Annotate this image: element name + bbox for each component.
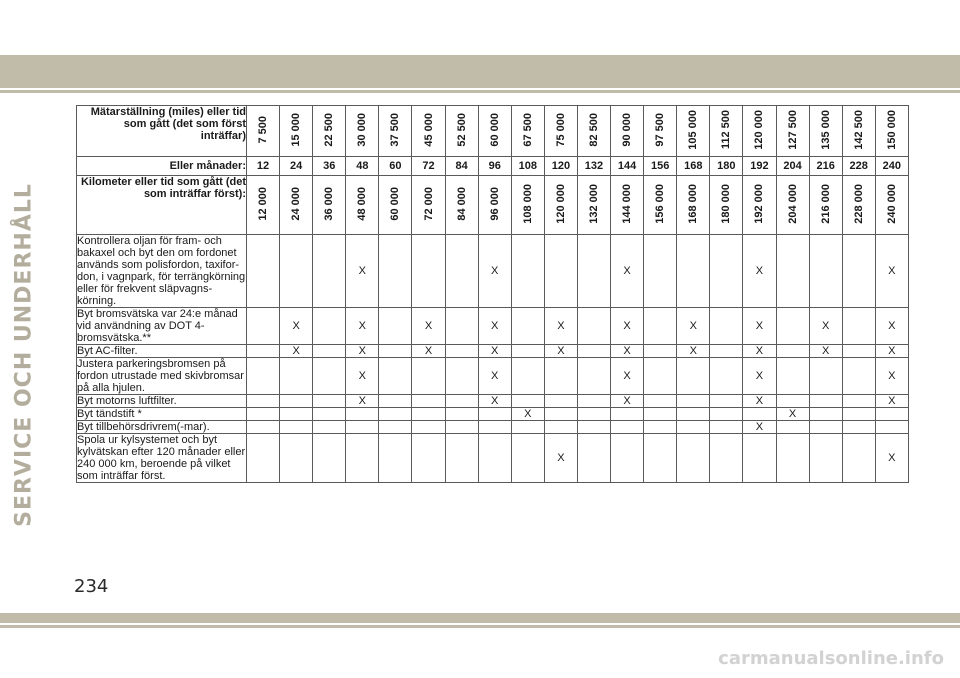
service-cell	[677, 395, 710, 408]
service-description: Spola ur kylsystemet och byt kylvätskan efter 120 månader eller 240 000 km, beroende på vilket som inträffar först.	[77, 434, 246, 482]
service-mark: X	[611, 395, 644, 408]
service-cell	[710, 408, 743, 421]
service-cell	[313, 395, 346, 408]
service-cell	[644, 434, 677, 483]
miles-cell	[313, 106, 346, 157]
km-cell	[644, 176, 677, 235]
service-row	[77, 308, 909, 345]
service-cell	[644, 395, 677, 408]
service-cell	[445, 345, 478, 358]
months-value: 144	[611, 157, 644, 176]
miles-header: Mätarställning (miles) eller tid som gått (det som först inträffar)	[77, 106, 247, 157]
service-mark: X	[611, 235, 644, 308]
km-cell	[743, 176, 776, 235]
service-cell	[280, 408, 313, 421]
service-cell	[445, 358, 478, 395]
service-mark: X	[611, 345, 644, 358]
service-cell	[743, 434, 776, 483]
km-cell	[280, 176, 313, 235]
months-value: 108	[511, 157, 544, 176]
service-cell	[710, 395, 743, 408]
service-row	[77, 235, 909, 308]
service-cell	[544, 408, 577, 421]
service-cell	[544, 235, 577, 308]
months-value: 156	[644, 157, 677, 176]
service-row	[77, 395, 909, 408]
service-cell	[677, 408, 710, 421]
service-cell	[842, 235, 875, 308]
service-mark: X	[478, 395, 511, 408]
km-cell	[776, 176, 809, 235]
service-cell	[247, 408, 280, 421]
km-value: 24 000	[290, 186, 303, 221]
service-row	[77, 408, 909, 421]
miles-value: 75 000	[554, 112, 567, 147]
service-description: Byt tändstift *	[77, 408, 247, 421]
service-mark: X	[280, 308, 313, 345]
service-cell	[710, 421, 743, 434]
miles-cell	[346, 106, 379, 157]
service-cell	[511, 358, 544, 395]
km-value: 180 000	[720, 183, 733, 224]
service-cell	[842, 345, 875, 358]
service-cell	[577, 408, 610, 421]
service-cell	[346, 434, 379, 483]
months-value: 36	[313, 157, 346, 176]
service-cell	[677, 421, 710, 434]
miles-cell	[280, 106, 313, 157]
service-cell	[247, 395, 280, 408]
months-value: 192	[743, 157, 776, 176]
service-mark: X	[412, 345, 445, 358]
km-cell	[842, 176, 875, 235]
service-mark: X	[875, 308, 908, 345]
service-cell	[776, 421, 809, 434]
km-cell	[379, 176, 412, 235]
miles-value: 37 500	[389, 112, 402, 147]
service-description: Kontrollera oljan för fram- och bakaxel och byt den om fordonet används som polisfordon, taxifordon, i vagnpark, för terrängkörning eller för frekvent släpvagnskörning.	[77, 235, 246, 307]
service-cell	[412, 434, 445, 483]
miles-cell	[842, 106, 875, 157]
service-mark: X	[809, 308, 842, 345]
km-header: Kilometer eller tid som gått (det som inträffar först):	[77, 176, 247, 235]
km-cell	[346, 176, 379, 235]
km-value: 84 000	[455, 186, 468, 221]
km-cell	[544, 176, 577, 235]
service-mark: X	[677, 345, 710, 358]
service-cell	[577, 395, 610, 408]
service-cell	[842, 308, 875, 345]
footer-band	[0, 613, 960, 623]
service-cell	[445, 308, 478, 345]
service-cell	[710, 434, 743, 483]
service-cell	[842, 434, 875, 483]
service-description: Byt motorns luftfilter.	[77, 395, 247, 408]
service-cell	[809, 421, 842, 434]
miles-value: 150 000	[885, 109, 898, 150]
km-value: 144 000	[621, 183, 634, 224]
months-row	[77, 157, 909, 176]
service-cell	[412, 235, 445, 308]
miles-value: 7 500	[257, 115, 270, 144]
months-value: 60	[379, 157, 412, 176]
service-cell	[544, 421, 577, 434]
service-row	[77, 421, 909, 434]
service-cell	[511, 421, 544, 434]
service-cell	[842, 358, 875, 395]
service-cell	[247, 345, 280, 358]
km-value: 108 000	[521, 183, 534, 224]
miles-value: 82 500	[587, 112, 600, 147]
service-mark: X	[544, 345, 577, 358]
km-value: 216 000	[819, 183, 832, 224]
km-value: 132 000	[587, 183, 600, 224]
km-cell	[611, 176, 644, 235]
service-cell	[611, 421, 644, 434]
service-cell	[511, 235, 544, 308]
service-mark: X	[346, 395, 379, 408]
service-cell	[313, 235, 346, 308]
miles-cell	[247, 106, 280, 157]
months-value: 96	[478, 157, 511, 176]
km-cell	[478, 176, 511, 235]
km-cell	[247, 176, 280, 235]
service-cell	[445, 408, 478, 421]
miles-value: 120 000	[753, 109, 766, 150]
page-number: 234	[74, 576, 109, 597]
service-cell	[842, 421, 875, 434]
service-cell	[577, 235, 610, 308]
miles-value: 112 500	[720, 109, 733, 150]
service-cell	[577, 434, 610, 483]
service-mark: X	[346, 235, 379, 308]
service-row	[77, 345, 909, 358]
service-cell	[644, 345, 677, 358]
km-value: 96 000	[488, 186, 501, 221]
km-value: 168 000	[687, 183, 700, 224]
service-cell	[412, 408, 445, 421]
service-cell	[577, 345, 610, 358]
miles-cell	[577, 106, 610, 157]
miles-cell	[379, 106, 412, 157]
months-value: 216	[809, 157, 842, 176]
service-cell	[313, 434, 346, 483]
service-cell	[247, 358, 280, 395]
miles-value: 135 000	[819, 109, 832, 150]
service-description: Byt bromsvätska var 24:e månad vid användning av DOT 4-bromsvätska.**	[77, 308, 247, 345]
service-mark: X	[809, 345, 842, 358]
service-cell	[677, 358, 710, 395]
miles-cell	[412, 106, 445, 157]
service-cell	[280, 395, 313, 408]
service-cell	[511, 345, 544, 358]
service-cell	[511, 395, 544, 408]
service-cell	[379, 308, 412, 345]
service-cell	[346, 408, 379, 421]
service-cell	[776, 434, 809, 483]
service-mark: X	[677, 308, 710, 345]
km-cell	[875, 176, 908, 235]
service-cell	[776, 308, 809, 345]
service-cell	[809, 434, 842, 483]
months-value: 72	[412, 157, 445, 176]
service-cell	[379, 345, 412, 358]
service-cell	[776, 358, 809, 395]
service-cell	[776, 345, 809, 358]
service-cell	[809, 395, 842, 408]
service-mark: X	[478, 345, 511, 358]
miles-value: 90 000	[621, 112, 634, 147]
service-cell	[875, 421, 908, 434]
service-mark: X	[346, 345, 379, 358]
service-cell	[644, 408, 677, 421]
header-rule	[0, 90, 960, 93]
service-cell	[776, 235, 809, 308]
km-value: 192 000	[753, 183, 766, 224]
miles-cell	[809, 106, 842, 157]
miles-value: 30 000	[356, 112, 369, 147]
service-cell	[809, 358, 842, 395]
service-cell	[544, 395, 577, 408]
miles-cell	[776, 106, 809, 157]
service-cell	[445, 434, 478, 483]
service-cell	[710, 345, 743, 358]
service-cell	[346, 421, 379, 434]
service-cell	[743, 408, 776, 421]
km-value: 60 000	[389, 186, 402, 221]
service-cell	[577, 308, 610, 345]
km-cell	[577, 176, 610, 235]
service-cell	[379, 408, 412, 421]
service-cell	[379, 395, 412, 408]
service-cell	[445, 235, 478, 308]
service-mark: X	[544, 308, 577, 345]
service-description: Byt AC-filter.	[77, 345, 247, 358]
service-cell	[511, 308, 544, 345]
months-value: 240	[875, 157, 908, 176]
km-value: 156 000	[654, 183, 667, 224]
service-cell	[611, 408, 644, 421]
service-cell	[478, 421, 511, 434]
miles-cell	[710, 106, 743, 157]
miles-value: 22 500	[323, 112, 336, 147]
service-cell	[710, 358, 743, 395]
miles-cell	[644, 106, 677, 157]
service-cell	[313, 345, 346, 358]
miles-value: 15 000	[290, 112, 303, 147]
service-mark: X	[743, 308, 776, 345]
service-row	[77, 434, 909, 483]
service-mark: X	[346, 358, 379, 395]
service-cell	[379, 434, 412, 483]
months-value: 228	[842, 157, 875, 176]
service-cell	[247, 308, 280, 345]
service-cell	[313, 308, 346, 345]
service-cell	[677, 434, 710, 483]
service-cell	[247, 421, 280, 434]
service-cell	[875, 408, 908, 421]
miles-cell	[677, 106, 710, 157]
km-value: 12 000	[257, 186, 270, 221]
service-mark: X	[776, 408, 809, 421]
km-value: 204 000	[786, 183, 799, 224]
km-value: 228 000	[852, 183, 865, 224]
service-mark: X	[743, 235, 776, 308]
service-cell	[379, 421, 412, 434]
service-row	[77, 358, 909, 395]
service-description: Justera parkeringsbromsen på fordon utrustade med skivbromsar på alla hjulen.	[77, 358, 247, 395]
miles-value: 142 500	[852, 109, 865, 150]
service-mark: X	[743, 358, 776, 395]
service-mark: X	[743, 421, 776, 434]
service-cell	[478, 408, 511, 421]
service-cell	[280, 434, 313, 483]
months-value: 180	[710, 157, 743, 176]
months-header: Eller månader:	[77, 157, 247, 176]
service-mark: X	[743, 345, 776, 358]
service-mark: X	[743, 395, 776, 408]
months-value: 12	[247, 157, 280, 176]
km-row	[77, 176, 909, 235]
service-cell	[544, 358, 577, 395]
service-cell	[313, 408, 346, 421]
service-cell	[710, 235, 743, 308]
miles-cell	[445, 106, 478, 157]
service-cell	[577, 421, 610, 434]
service-cell	[280, 421, 313, 434]
km-cell	[412, 176, 445, 235]
service-mark: X	[346, 308, 379, 345]
service-cell	[478, 434, 511, 483]
months-value: 120	[544, 157, 577, 176]
service-cell	[379, 235, 412, 308]
months-value: 84	[445, 157, 478, 176]
service-cell	[412, 421, 445, 434]
service-mark: X	[478, 235, 511, 308]
service-cell	[412, 358, 445, 395]
maintenance-schedule-table	[76, 105, 909, 483]
service-cell	[809, 235, 842, 308]
service-mark: X	[478, 308, 511, 345]
service-cell	[247, 434, 280, 483]
service-mark: X	[280, 345, 313, 358]
service-cell	[644, 308, 677, 345]
km-cell	[677, 176, 710, 235]
service-cell	[280, 358, 313, 395]
watermark: carmanualsonline.info	[718, 648, 944, 669]
service-mark: X	[412, 308, 445, 345]
km-value: 240 000	[885, 183, 898, 224]
service-cell	[809, 408, 842, 421]
service-cell	[776, 395, 809, 408]
service-cell	[710, 308, 743, 345]
km-cell	[313, 176, 346, 235]
service-cell	[313, 358, 346, 395]
service-cell	[313, 421, 346, 434]
service-mark: X	[478, 358, 511, 395]
service-mark: X	[875, 395, 908, 408]
miles-value: 105 000	[687, 109, 700, 150]
km-cell	[809, 176, 842, 235]
service-cell	[577, 358, 610, 395]
service-cell	[644, 235, 677, 308]
service-cell	[677, 235, 710, 308]
service-cell	[644, 358, 677, 395]
header-band	[0, 55, 960, 88]
service-cell	[247, 235, 280, 308]
months-value: 204	[776, 157, 809, 176]
km-cell	[710, 176, 743, 235]
service-mark: X	[611, 308, 644, 345]
footer-rule	[0, 625, 960, 628]
km-value: 48 000	[356, 186, 369, 221]
section-side-label: SERVICE OCH UNDERHÅLL	[11, 183, 37, 527]
miles-cell	[478, 106, 511, 157]
miles-value: 45 000	[422, 112, 435, 147]
km-value: 72 000	[422, 186, 435, 221]
miles-cell	[611, 106, 644, 157]
service-cell	[644, 421, 677, 434]
miles-cell	[511, 106, 544, 157]
miles-cell	[544, 106, 577, 157]
service-cell	[445, 421, 478, 434]
months-value: 24	[280, 157, 313, 176]
km-cell	[511, 176, 544, 235]
service-mark: X	[875, 235, 908, 308]
service-mark: X	[875, 434, 908, 483]
months-value: 168	[677, 157, 710, 176]
km-cell	[445, 176, 478, 235]
miles-value: 60 000	[488, 112, 501, 147]
months-value: 132	[577, 157, 610, 176]
miles-cell	[743, 106, 776, 157]
service-description: Byt tillbehörsdrivrem(-mar).	[77, 421, 247, 434]
km-value: 36 000	[323, 186, 336, 221]
service-mark: X	[875, 358, 908, 395]
miles-value: 52 500	[455, 112, 468, 147]
miles-value: 97 500	[654, 112, 667, 147]
service-cell	[611, 434, 644, 483]
service-cell	[379, 358, 412, 395]
km-value: 120 000	[554, 183, 567, 224]
service-mark: X	[611, 358, 644, 395]
service-mark: X	[544, 434, 577, 483]
months-value: 48	[346, 157, 379, 176]
miles-cell	[875, 106, 908, 157]
service-cell	[842, 395, 875, 408]
service-cell	[511, 434, 544, 483]
miles-value: 67 500	[521, 112, 534, 147]
service-cell	[842, 408, 875, 421]
service-cell	[445, 395, 478, 408]
miles-row	[77, 106, 909, 157]
service-cell	[412, 395, 445, 408]
service-mark: X	[875, 345, 908, 358]
service-cell	[280, 235, 313, 308]
service-mark: X	[511, 408, 544, 421]
miles-value: 127 500	[786, 109, 799, 150]
